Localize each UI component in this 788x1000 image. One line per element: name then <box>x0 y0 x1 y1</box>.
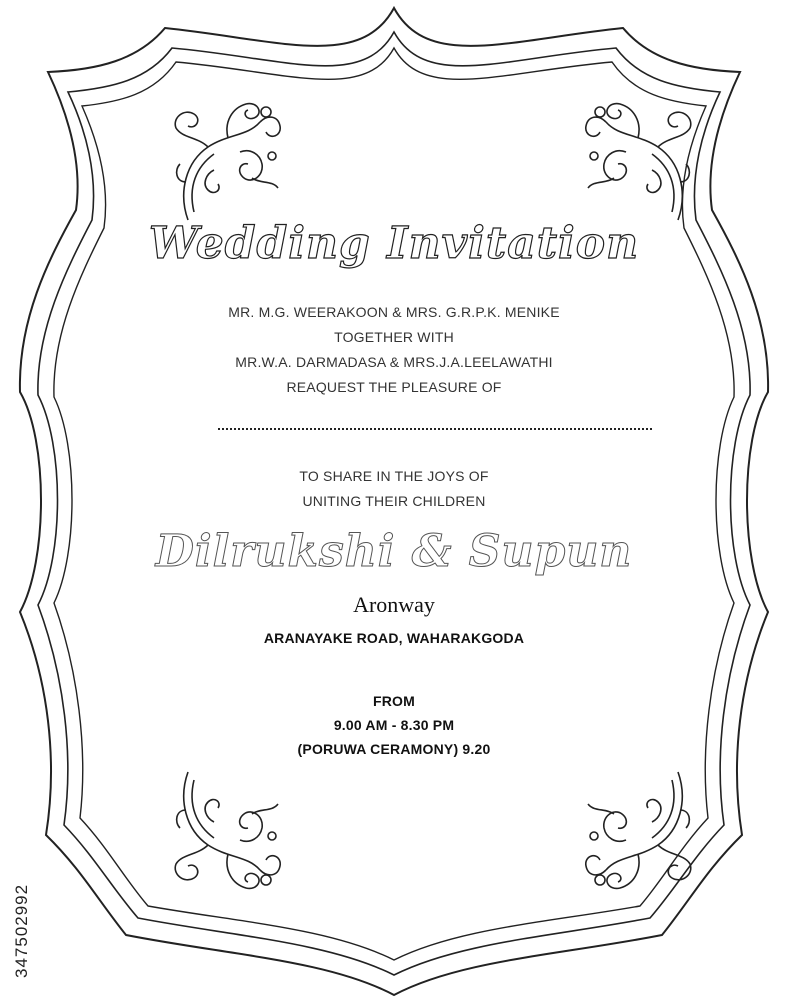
guest-name-dotted-line <box>218 428 652 430</box>
from-label: FROM <box>372 693 415 709</box>
share-line: TO SHARE IN THE JOYS OF <box>299 468 489 484</box>
stock-id: 347502992 <box>12 883 31 978</box>
floral-scroll-icon <box>168 92 288 222</box>
hosts-line: REAQUEST THE PLEASURE OF <box>286 379 502 395</box>
floral-scroll-icon <box>578 770 698 900</box>
share-line: UNITING THEIR CHILDREN <box>302 493 486 509</box>
floral-scroll-icon <box>578 92 698 222</box>
time-range: 9.00 AM - 8.30 PM <box>333 717 455 733</box>
hosts-line: MR. M.G. WEERAKOON & MRS. G.R.P.K. MENIKE <box>228 304 560 320</box>
couple-names: Dilrukshi & Supun <box>155 526 633 577</box>
hosts-line: TOGETHER WITH <box>334 329 454 345</box>
poruwa-ceremony-time: (PORUWA CERAMONY) 9.20 <box>297 741 491 757</box>
floral-scroll-icon <box>168 770 288 900</box>
invitation-title: Wedding Invitation <box>148 218 640 269</box>
hosts-line: MR.W.A. DARMADASA & MRS.J.A.LEELAWATHI <box>235 354 553 370</box>
venue-address: ARANAYAKE ROAD, WAHARAKGODA <box>263 630 525 646</box>
venue-name: Aronway <box>353 592 435 617</box>
